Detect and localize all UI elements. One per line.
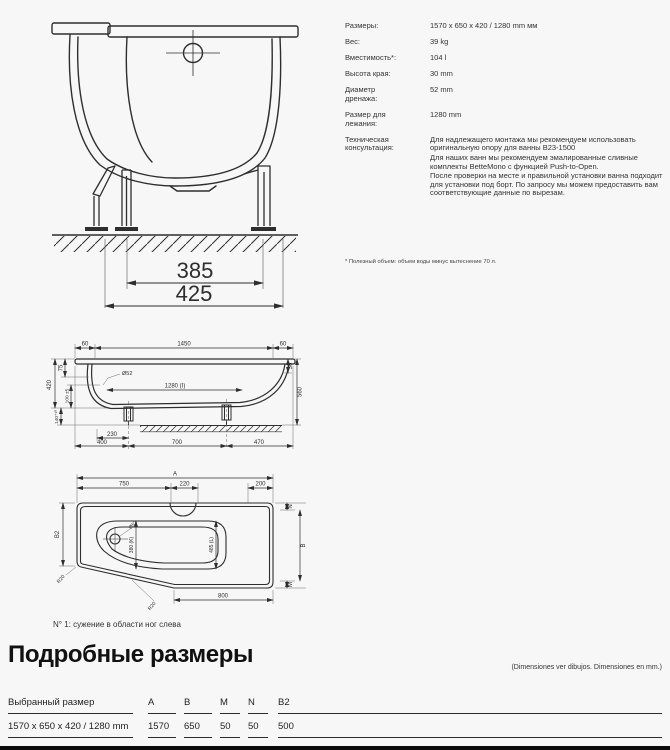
consultation-paragraph: Для надлежащего монтажа мы рекомендуем использовать оригинальную опору для ванны B23-1500 bbox=[430, 134, 636, 153]
dim-label: M bbox=[288, 582, 294, 587]
radius-label: R20 bbox=[55, 573, 67, 585]
dim-label: B2 bbox=[55, 530, 61, 539]
radius-label: R20 bbox=[146, 600, 158, 612]
section-heading: Подробные размеры bbox=[8, 641, 254, 668]
spec-row bbox=[345, 38, 665, 47]
spec-label: Высота края: bbox=[345, 69, 391, 79]
dim-label: 1450 bbox=[177, 341, 191, 348]
table-cell: 50 bbox=[220, 714, 240, 738]
dimensions-table bbox=[8, 694, 662, 738]
spec-value: 1280 mm bbox=[430, 110, 462, 120]
column-header: B2 bbox=[278, 694, 662, 714]
dim-label: 400 bbox=[96, 440, 108, 447]
spec-label: Техническая консультация: bbox=[345, 134, 394, 153]
table-cell: 50 bbox=[248, 714, 268, 738]
tub-top-outline bbox=[77, 503, 273, 588]
spec-list bbox=[345, 22, 665, 206]
extension-lines bbox=[51, 341, 301, 449]
table-cell: 650 bbox=[184, 714, 212, 738]
spec-label: Размер для лежания: bbox=[345, 110, 386, 128]
table-column bbox=[248, 694, 268, 738]
dim-label: 60 bbox=[81, 341, 89, 348]
dim-label: 75 bbox=[58, 364, 65, 372]
consultation-text bbox=[430, 136, 665, 199]
top-view-caption: N° 1: сужение в области ног слева bbox=[53, 620, 181, 629]
volume-footnote: * Полезный объем: объем воды минус вытеснение 70 л. bbox=[345, 259, 497, 265]
spec-value: 104 l bbox=[430, 53, 447, 63]
consultation-paragraph: Для наших ванн мы рекомендуем эмалированные сливные комплекты BetteMono с функцией Push-to-Open. bbox=[430, 152, 638, 171]
spec-label: Вместимость*: bbox=[345, 53, 397, 63]
bottom-bar bbox=[0, 746, 670, 750]
spec-row bbox=[345, 54, 665, 63]
column-header: N bbox=[248, 694, 268, 714]
spec-row-consultation bbox=[345, 136, 665, 199]
dim-label: B bbox=[301, 543, 307, 548]
front-dim-outer: 425 bbox=[175, 281, 213, 306]
column-header: M bbox=[220, 694, 240, 714]
spec-label: Размеры: bbox=[345, 21, 379, 30]
side-view-drawing bbox=[45, 333, 315, 458]
units-note: (Dimensiones ver dibujos. Dimensiones en mm.) bbox=[511, 664, 662, 671]
dim-label: 30 bbox=[288, 362, 294, 370]
column-header: B bbox=[184, 694, 212, 714]
lying-length-label: 1280 (I) bbox=[164, 383, 186, 390]
spec-value: 1570 x 650 x 420 / 1280 mm мм bbox=[430, 21, 538, 30]
spec-label: Диаметр дренажа: bbox=[345, 85, 378, 103]
spec-row bbox=[345, 86, 665, 103]
dim-label: N bbox=[288, 504, 294, 509]
drain-diameter-label: Ø52 bbox=[127, 519, 139, 531]
dim-label: 560 bbox=[297, 386, 304, 398]
dim-label: 420 bbox=[47, 379, 53, 391]
consultation-paragraph: После проверки на месте и правильной установки ванна подходит для установки под борт. По запросу мы можем предоставить вам соответствующие данные по вырезам. bbox=[430, 171, 663, 198]
front-dim-inner: 385 bbox=[176, 258, 214, 283]
column-header: Выбранный размер bbox=[8, 694, 133, 714]
spec-value: 30 mm bbox=[430, 69, 453, 79]
dim-label: 485 (L) bbox=[209, 537, 215, 553]
drain-diameter-label: Ø52 bbox=[122, 371, 133, 377]
spec-row bbox=[345, 70, 665, 79]
dim-label: A bbox=[172, 471, 178, 478]
dim-label: 60 bbox=[279, 341, 287, 348]
dim-label: 230 bbox=[106, 432, 118, 438]
table-column bbox=[184, 694, 212, 738]
table-column bbox=[8, 694, 133, 738]
spec-row bbox=[345, 22, 665, 31]
table-cell: 500 bbox=[278, 714, 662, 738]
ground-hatch bbox=[54, 236, 296, 252]
column-header: A bbox=[148, 694, 176, 714]
floor-hatch bbox=[140, 426, 282, 432]
spec-row bbox=[345, 111, 665, 128]
spec-value: 39 kg bbox=[430, 37, 449, 47]
table-cell: 1570 bbox=[148, 714, 176, 738]
dim-label: 200 bbox=[255, 481, 266, 488]
table-column bbox=[278, 694, 662, 738]
dim-label: 750 bbox=[118, 481, 130, 488]
dim-label: 220 bbox=[179, 481, 190, 488]
dim-label: 140⁺¹⁰ bbox=[55, 409, 60, 425]
dimension-lines bbox=[63, 478, 300, 600]
dim-label: 470 bbox=[253, 440, 265, 447]
dim-label: 700 bbox=[171, 440, 183, 447]
top-view-drawing bbox=[50, 467, 350, 617]
spec-label: Вес: bbox=[345, 37, 361, 47]
dim-label: 800 bbox=[217, 593, 229, 600]
table-column bbox=[148, 694, 176, 738]
front-view-drawing bbox=[30, 10, 320, 310]
spec-value: 52 mm bbox=[430, 85, 453, 95]
dim-label: 380 (K) bbox=[129, 536, 135, 554]
table-column bbox=[220, 694, 240, 738]
leg-feet bbox=[85, 227, 276, 231]
dim-label: 100 ±5 bbox=[65, 388, 71, 404]
table-cell: 1570 x 650 x 420 / 1280 mm bbox=[8, 714, 133, 738]
